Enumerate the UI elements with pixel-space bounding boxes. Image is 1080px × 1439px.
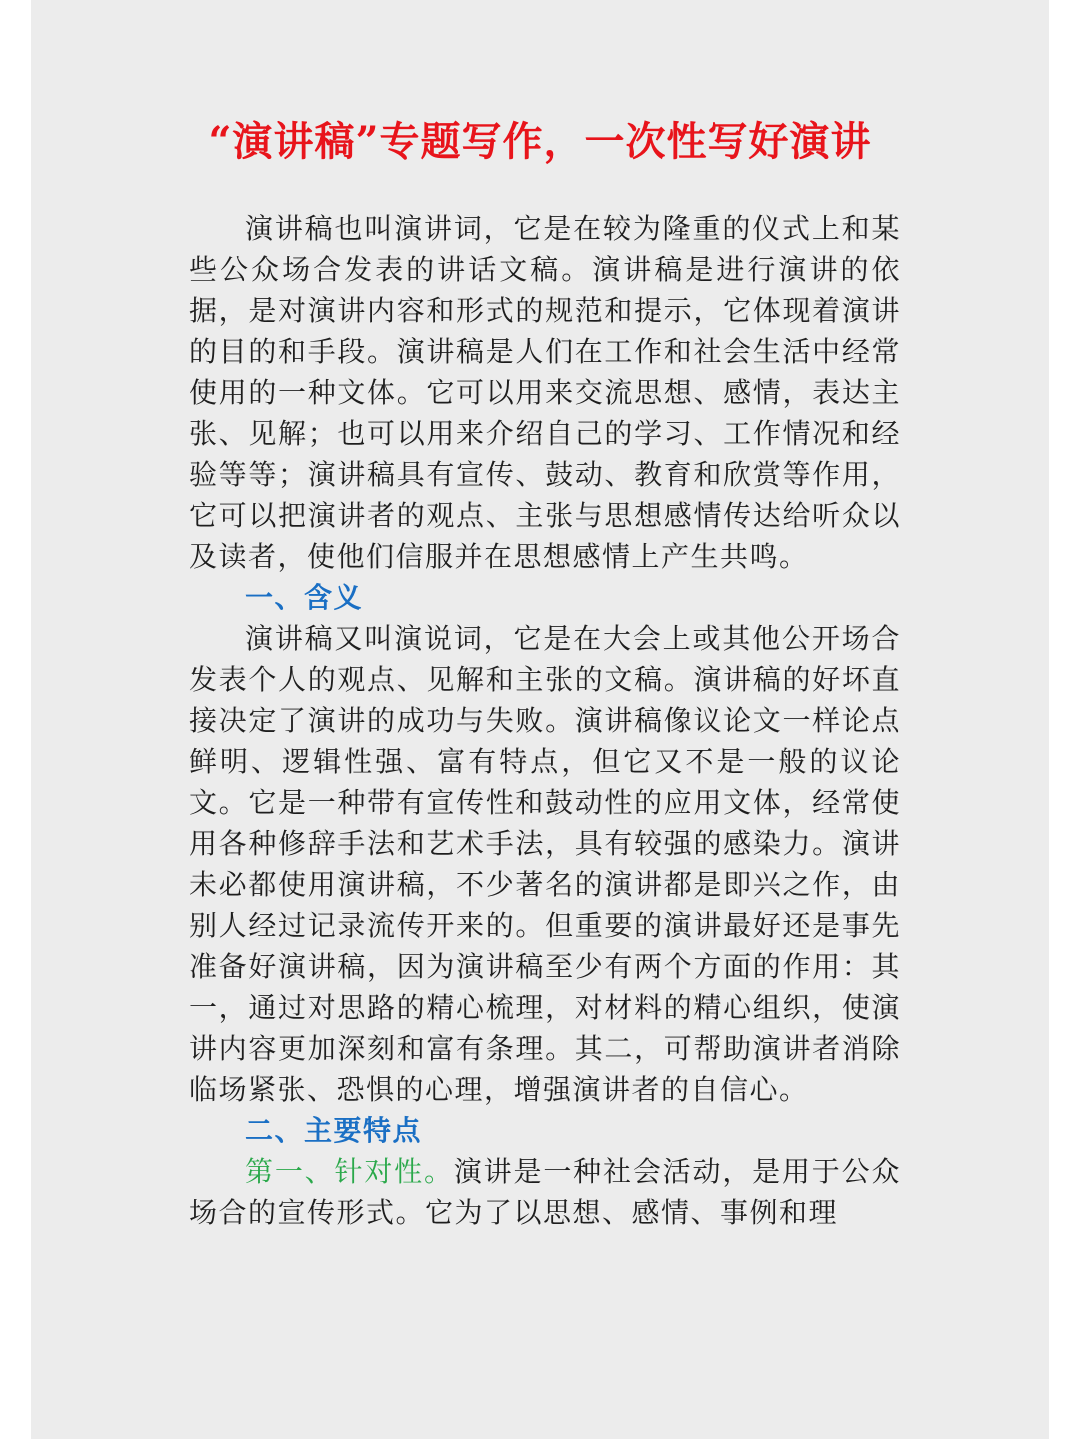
- feature-paragraph: [189, 1151, 901, 1233]
- document-page: [31, 0, 1049, 1439]
- document-body: [189, 208, 901, 1233]
- section-heading-features: 二、主要特点: [245, 1114, 423, 1147]
- intro-paragraph: 演讲稿也叫演讲词，它是在较为隆重的仪式上和某些公众场合发表的讲话文稿。演讲稿是进行演讲的依据，是对演讲内容和形式的规范和提示，它体现着演讲的目的和手段。演讲稿是人们在工作和社会生活中经常使用的一种文体。它可以用来交流思想、感情，表达主张、见解；也可以用来介绍自己的学习、工作情况和经验等等；演讲稿具有宣传、鼓动、教育和欣赏等作用，它可以把演讲者的观点、主张与思想感情传达给听众以及读者，使他们信服并在思想感情上产生共鸣。: [189, 212, 901, 573]
- page-title: “演讲稿”专题写作，一次性写好演讲: [208, 118, 872, 165]
- feature-point-label: 第一、针对性。: [245, 1155, 454, 1188]
- meaning-paragraph: 演讲稿又叫演说词，它是在大会上或其他公开场合发表个人的观点、见解和主张的文稿。演讲稿的好坏直接决定了演讲的成功与失败。演讲稿像议论文一样论点鲜明、逻辑性强、富有特点，但它又不是一般的议论文。它是一种带有宣传性和鼓动性的应用文体，经常使用各种修辞手法和艺术手法，具有较强的感染力。演讲未必都使用演讲稿，不少著名的演讲都是即兴之作，由别人经过记录流传开来的。但重要的演讲最好还是事先准备好演讲稿，因为演讲稿至少有两个方面的作用：其一，通过对思路的精心梳理，对材料的精心组织，使演讲内容更加深刻和富有条理。其二，可帮助演讲者消除临场紧张、恐惧的心理，增强演讲者的自信心。: [189, 622, 901, 1106]
- section-heading-meaning: 一、含义: [245, 581, 364, 614]
- feature-point-text: 演讲是一种社会活动，是用于公众场合的宣传形式。它为了以思想、感情、事例和理: [189, 1155, 901, 1229]
